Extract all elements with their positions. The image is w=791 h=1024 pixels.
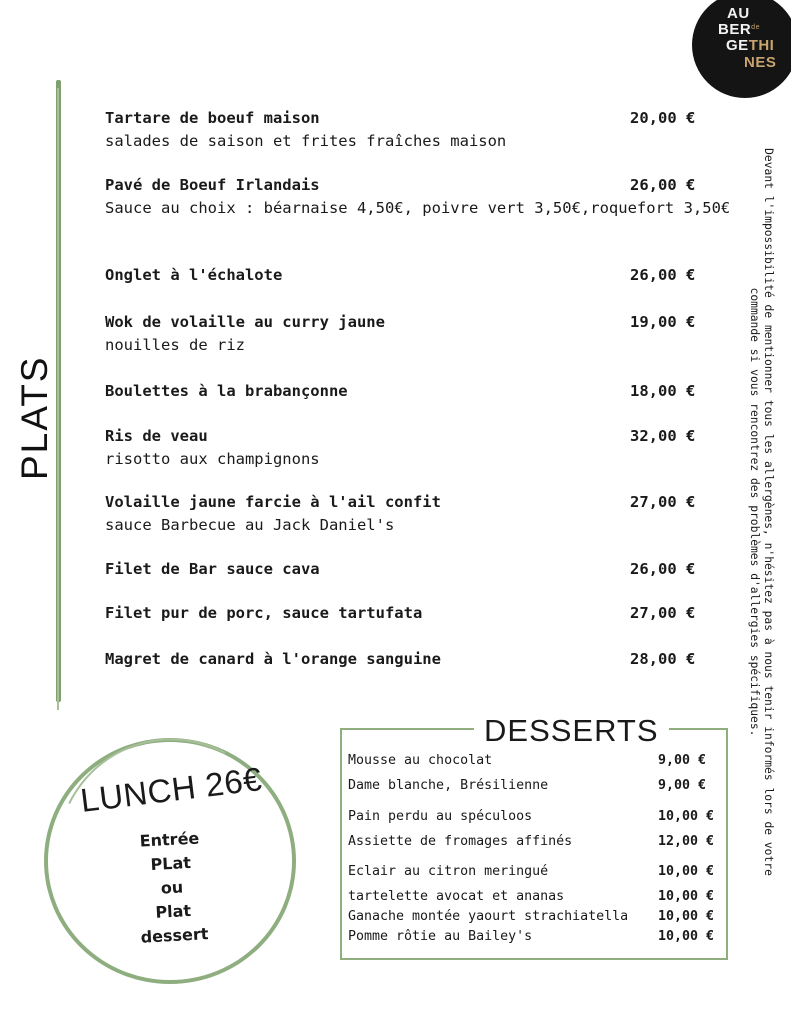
dessert-name: Pomme rôtie au Bailey's — [348, 929, 533, 944]
desserts-title: DESSERTS — [474, 714, 669, 748]
dish-item — [105, 558, 735, 581]
dish-price: 20,00 € — [630, 109, 696, 127]
dessert-name: Assiette de fromages affinés — [348, 834, 573, 849]
restaurant-logo — [692, 0, 791, 98]
dessert-item — [348, 908, 718, 926]
dessert-item — [348, 808, 718, 826]
dish-price: 26,00 € — [630, 176, 696, 194]
dish-item — [105, 311, 735, 357]
dish-name: Filet pur de porc, sauce tartufata — [105, 604, 423, 622]
dish-name: Filet de Bar sauce cava — [105, 560, 320, 578]
dish-price: 19,00 € — [630, 313, 696, 331]
dish-name: Magret de canard à l'orange sanguine — [105, 650, 441, 668]
dish-item — [105, 174, 735, 220]
dish-description: nouilles de riz — [105, 336, 245, 354]
dish-price: 32,00 € — [630, 427, 696, 445]
dessert-name: Ganache montée yaourt strachiatella — [348, 909, 629, 924]
decorative-brush-bar — [56, 80, 61, 702]
dish-name: Ris de veau — [105, 427, 208, 445]
lunch-item: dessert — [140, 924, 209, 947]
dish-description: salades de saison et frites fraîches maison — [105, 132, 507, 150]
logo-line-2b: de — [751, 24, 760, 31]
dish-description: sauce Barbecue au Jack Daniel's — [105, 516, 395, 534]
dish-item — [105, 425, 735, 471]
dessert-item — [348, 888, 718, 906]
dessert-item — [348, 928, 718, 946]
lunch-item: PLat — [150, 852, 192, 875]
dessert-price: 10,00 € — [658, 909, 715, 924]
logo-line-3b: THI — [748, 37, 775, 54]
dish-name: Volaille jaune farcie à l'ail confit — [105, 493, 441, 511]
lunch-item: Plat — [154, 901, 192, 922]
lunch-item: ou — [160, 877, 184, 898]
dish-price: 28,00 € — [630, 650, 696, 668]
dish-item — [105, 602, 735, 625]
dish-price: 18,00 € — [630, 382, 696, 400]
dessert-name: Mousse au chocolat — [348, 753, 493, 768]
dish-name: Boulettes à la brabançonne — [105, 382, 348, 400]
dish-item — [105, 648, 735, 671]
dish-name: Onglet à l'échalote — [105, 266, 283, 284]
dessert-item — [348, 752, 718, 770]
logo-line-2a: BER — [718, 21, 752, 38]
dessert-price: 12,00 € — [658, 834, 715, 849]
dessert-item — [348, 863, 718, 881]
dessert-price: 9,00 € — [658, 778, 707, 793]
logo-line-4: NES — [744, 54, 777, 71]
logo-line-3a: GE — [726, 37, 749, 54]
dessert-price: 10,00 € — [658, 929, 715, 944]
dessert-price: 10,00 € — [658, 864, 715, 879]
logo-line-1: AU — [727, 5, 750, 22]
dessert-name: Pain perdu au spéculoos — [348, 809, 533, 824]
dessert-item — [348, 833, 718, 851]
dessert-name: Eclair au citron meringué — [348, 864, 549, 879]
dish-description: risotto aux champignons — [105, 450, 320, 468]
dish-name: Tartare de boeuf maison — [105, 109, 320, 127]
section-title-plats: PLATS — [14, 355, 55, 480]
lunch-items — [121, 826, 223, 951]
lunch-item: Entrée — [139, 828, 200, 851]
dessert-item — [348, 777, 718, 795]
lunch-title: LUNCH 26€ — [78, 760, 264, 819]
logo-line-3 — [726, 38, 774, 54]
dish-item — [105, 491, 735, 537]
dish-item — [105, 107, 735, 153]
dessert-name: Dame blanche, Brésilienne — [348, 778, 549, 793]
dish-price: 27,00 € — [630, 493, 696, 511]
dessert-price: 10,00 € — [658, 889, 715, 904]
dish-price: 26,00 € — [630, 266, 696, 284]
dish-item — [105, 264, 735, 287]
dessert-price: 9,00 € — [658, 753, 707, 768]
allergen-note: Devant l'impossibilité de mentionner tous les allergènes, n'hésitez pas à nous tenir informés lors de votre commande si vous rencontrez des problèmes d'allergies spécifiques. — [748, 148, 775, 876]
dish-description: Sauce au choix : béarnaise 4,50€, poivre vert 3,50€,roquefort 3,50€ — [105, 199, 731, 217]
dish-price: 26,00 € — [630, 560, 696, 578]
dish-name: Wok de volaille au curry jaune — [105, 313, 385, 331]
desserts-section — [340, 713, 728, 960]
dish-price: 27,00 € — [630, 604, 696, 622]
dish-name: Pavé de Boeuf Irlandais — [105, 176, 320, 194]
dessert-name: tartelette avocat et ananas — [348, 889, 565, 904]
dessert-price: 10,00 € — [658, 809, 715, 824]
dish-item — [105, 380, 735, 403]
